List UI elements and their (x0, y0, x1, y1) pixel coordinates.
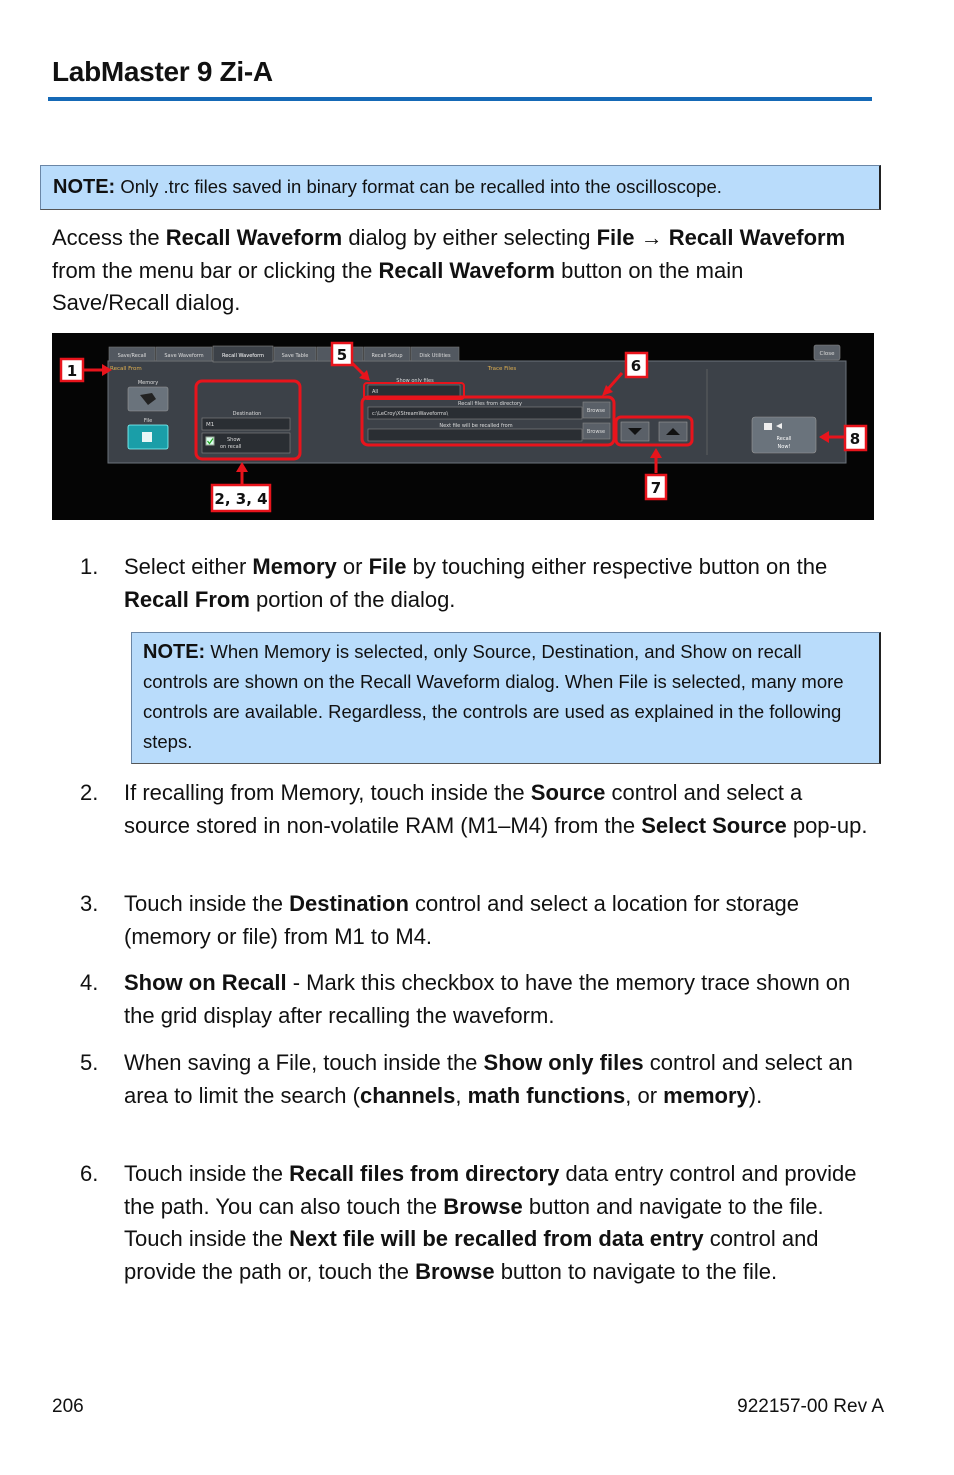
step-bold-term: Recall files from directory (289, 1161, 560, 1186)
show-on-recall-control[interactable] (202, 433, 290, 453)
step-text-run: If recalling from Memory, touch inside the (124, 780, 531, 805)
step-text-run: , (455, 1082, 468, 1108)
step-number: 3. (80, 891, 99, 916)
note-text: Only .trc files saved in binary format can be recalled into the oscilloscope. (115, 176, 722, 197)
callout-number: 7 (650, 479, 662, 497)
note-box-top (40, 165, 881, 210)
step-text-run: button and navigate to the file. Touch inside the (124, 1193, 824, 1251)
header-rule (48, 97, 872, 101)
step-bold-term: Memory (252, 554, 337, 579)
step-bold-term: math functions (467, 1082, 626, 1108)
step-text-run: button to navigate to the file. (494, 1258, 778, 1284)
step-text-run: - Mark this checkbox to have the memory trace shown on the grid display after recalling the waveform. (124, 970, 851, 1028)
note-box-memory (131, 632, 881, 764)
tab-bar (109, 346, 459, 362)
step-bold-term: Show on Recall (124, 970, 287, 995)
step-text-run: Touch inside the (124, 1161, 290, 1186)
tab-label: Save Waveform (164, 353, 204, 359)
recall-waveform-dialog-screenshot (52, 333, 874, 520)
note-label: NOTE: (53, 176, 116, 198)
intro-bold: File → Recall Waveform (596, 225, 846, 250)
step-text-run: control and select a source stored in non-volatile RAM (M1–M4) from the (124, 780, 803, 838)
show-only-files-label: Show only files (396, 378, 434, 384)
step-number: 5. (80, 1050, 99, 1075)
document-revision: 922157-00 Rev A (737, 1396, 884, 1417)
step-bold-term: File (368, 554, 407, 579)
next-file-field[interactable] (368, 429, 582, 441)
intro-bold: Recall Waveform (378, 257, 555, 283)
file-label: File (143, 418, 153, 424)
step-text-run: control and select a location for storage (memory or file) from M1 to M4. (124, 891, 800, 949)
step-text (124, 777, 874, 842)
step-text-run: data entry control and provide the path. You can also touch the (124, 1161, 857, 1219)
step-number: 2. (80, 780, 99, 805)
intro-text: dialog by either selecting (342, 225, 597, 250)
intro-text: from the menu bar or clicking the (52, 257, 379, 283)
step-bold-term: Next file will be recalled from data entry (289, 1226, 704, 1251)
step-text-run: ). (748, 1082, 763, 1108)
tab-label: Recall Waveform (222, 353, 264, 359)
recall-dir-label: Recall files from directory (458, 401, 522, 407)
callout-number: 8 (849, 430, 861, 448)
tab-label: Save Table (281, 353, 309, 359)
step-text (124, 1158, 874, 1288)
intro-text: button on the main Save/Recall dialog. (52, 257, 744, 315)
step-text (124, 888, 874, 953)
note-text: When Memory is selected, only Source, Destination, and Show on recall controls are shown on the Recall Waveform dialog. When File is selected, many more controls are available. Regardless, the controls are used as explained in the following steps. (143, 641, 844, 752)
step-number: 1. (80, 554, 99, 579)
step-text-run: Select either (124, 554, 253, 579)
intro-bold: Recall Waveform (165, 225, 343, 250)
browse-label: Browse (586, 408, 606, 414)
step-number: 6. (80, 1161, 99, 1186)
step-bold-term: Destination (289, 891, 409, 916)
memory-label: Memory (137, 380, 159, 386)
page-header-title: LabMaster 9 Zi-A (52, 56, 273, 87)
page-number: 206 (52, 1396, 84, 1417)
intro-paragraph (52, 222, 862, 320)
destination-label: Destination (232, 411, 262, 417)
recall-from-label: Recall From (110, 366, 142, 372)
step-number: 4. (80, 970, 99, 995)
step-text-run: control and provide the path or, touch the (124, 1226, 819, 1284)
step-bold-term: Show only files (483, 1050, 644, 1075)
show-on-recall-text: Show (227, 437, 241, 443)
destination-field[interactable] (202, 418, 290, 430)
file-icon (142, 432, 152, 442)
step-text-run: , or (625, 1082, 664, 1108)
step-text (124, 1047, 874, 1112)
show-only-files-field[interactable] (368, 385, 460, 396)
recall-now-text: Now! (777, 444, 791, 450)
tab-label: Recall Setup (371, 353, 403, 359)
note-label: NOTE: (143, 641, 206, 663)
step-text (124, 551, 874, 616)
show-only-files-value: All (372, 389, 379, 395)
callout-number: 5 (336, 346, 348, 364)
tab-label: Disk Utilities (419, 353, 451, 359)
show-on-recall-text: on recall (220, 444, 242, 450)
callout-number: 2, 3, 4 (214, 490, 268, 508)
recall-dir-value: c:\LeCroy\XStreamWaveforms\ (372, 411, 449, 417)
destination-value: M1 (206, 422, 215, 428)
trace-files-label: Trace Files (487, 366, 517, 372)
close-label: Close (819, 351, 835, 357)
browse-label: Browse (586, 429, 606, 435)
step-bold-term: memory (663, 1082, 749, 1108)
tab-label: Save/Recall (117, 353, 147, 359)
step-text-run: or (336, 554, 369, 579)
next-file-label: Next file will be recalled from (439, 423, 513, 429)
step-bold-term: Browse (415, 1258, 495, 1284)
step-bold-term: Recall From (124, 586, 250, 612)
step-bold-term: Select Source (641, 812, 787, 838)
step-text-run: pop-up. (786, 812, 868, 838)
callout-number: 1 (66, 362, 78, 380)
step-text-run: portion of the dialog. (249, 586, 456, 612)
intro-text: Access the (52, 225, 166, 250)
step-bold-term: Browse (443, 1193, 523, 1219)
step-text (124, 967, 874, 1032)
step-text-run: by touching either respective button on the (406, 554, 828, 579)
callout-number: 6 (630, 357, 642, 375)
recall-now-text: Recall (776, 436, 792, 442)
step-text-run: control and select an area to limit the search ( (124, 1050, 853, 1108)
step-text-run: Touch inside the (124, 891, 290, 916)
step-bold-term: Source (530, 780, 606, 805)
step-bold-term: channels (359, 1082, 456, 1108)
step-text-run: When saving a File, touch inside the (124, 1050, 484, 1075)
